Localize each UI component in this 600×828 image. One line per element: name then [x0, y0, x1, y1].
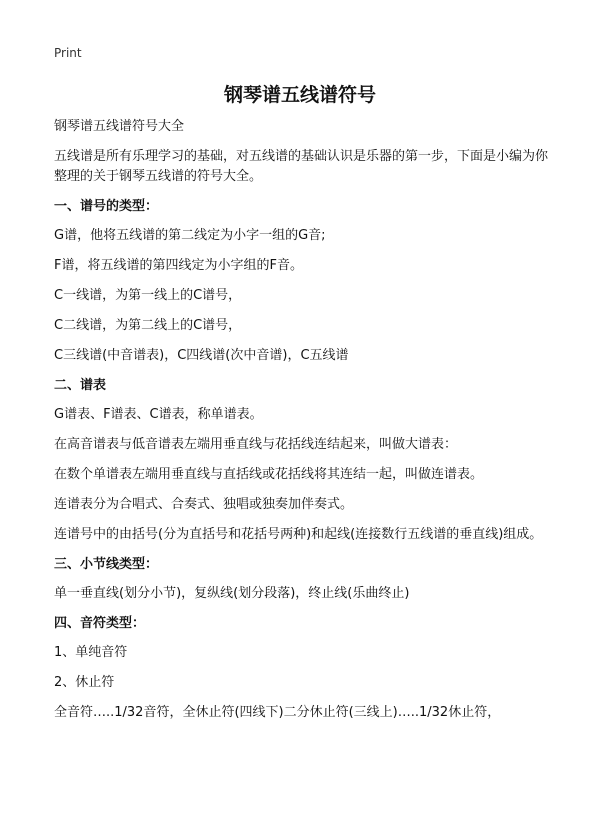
section-heading: 二、谱表	[54, 378, 107, 393]
section-line: 连谱号中的由括号(分为直括号和花括号两种)和起线(连接数行五线谱的垂直线)组成。	[54, 527, 543, 542]
section-heading: 四、音符类型：	[54, 616, 146, 631]
section-line: C二线谱，为第二线上的C谱号，	[54, 318, 242, 333]
article-subtitle: 钢琴谱五线谱符号大全	[54, 119, 185, 134]
section-heading: 三、小节线类型：	[54, 557, 159, 572]
section-line: 在高音谱表与低音谱表左端用垂直线与花括线连结起来，叫做大谱表：	[54, 437, 458, 452]
section-line: G谱，他将五线谱的第二线定为小字一组的G音;	[54, 228, 326, 243]
section-line: C三线谱(中音谱表)，C四线谱(次中音谱)，C五线谱	[54, 348, 349, 363]
article-body	[54, 117, 554, 733]
section-heading: 一、谱号的类型：	[54, 199, 159, 214]
section-line: 单一垂直线(划分小节)，复纵线(划分段落)，终止线(乐曲终止)	[54, 586, 410, 601]
section-line: 连谱表分为合唱式、合奏式、独唱或独奏加伴奏式。	[54, 497, 354, 512]
page-title: 钢琴谱五线谱符号	[223, 84, 376, 106]
print-label: Print	[54, 46, 82, 60]
section-line: 在数个单谱表左端用垂直线与直括线或花括线将其连结一起，叫做连谱表。	[54, 467, 484, 482]
section-line: C一线谱，为第一线上的C谱号，	[54, 288, 242, 303]
section-line: 全音符…..1/32音符，全休止符(四线下)二分休止符(三线上)…..1/32休止符，	[54, 705, 501, 720]
intro-paragraph: 五线谱是所有乐理学习的基础，对五线谱的基础认识是乐器的第一步，下面是小编为你整理的关于钢琴五线谱的符号大全。	[54, 149, 549, 184]
section-line: 2、休止符	[54, 675, 115, 690]
section-line: G谱表、F谱表、C谱表，称单谱表。	[54, 407, 263, 422]
section-line: 1、单纯音符	[54, 645, 128, 660]
section-line: F谱，将五线谱的第四线定为小字组的F音。	[54, 258, 303, 273]
